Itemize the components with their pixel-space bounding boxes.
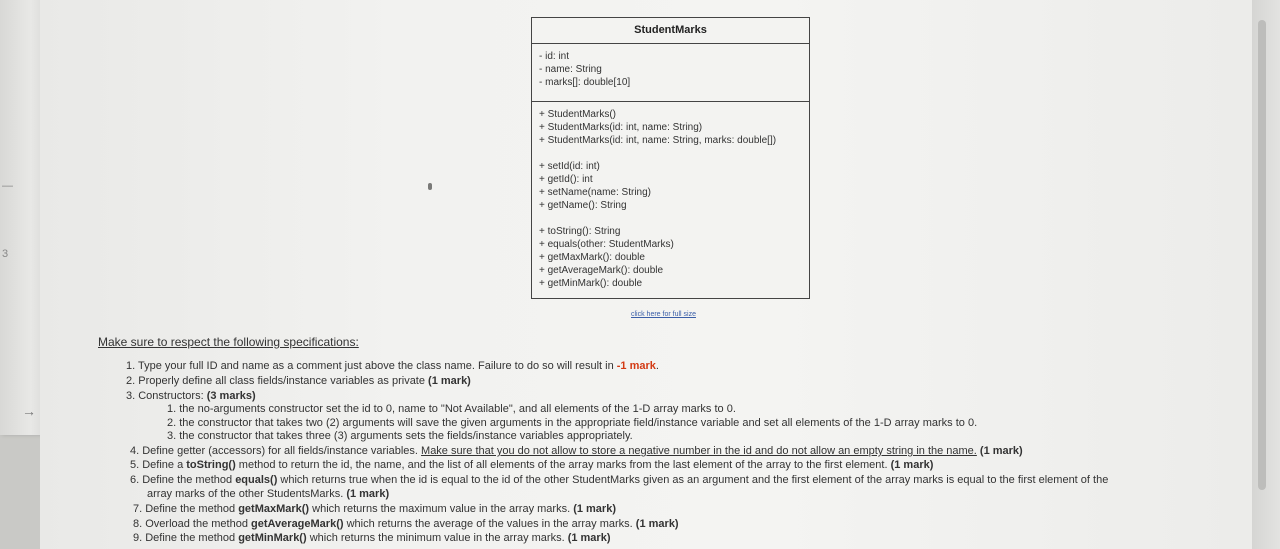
uml-methods [532, 102, 809, 290]
uml-field: - name: String [539, 64, 602, 75]
uml-constructor: + StudentMarks(id: int, name: String, marks: double[]) [539, 135, 777, 146]
specifications-heading: Make sure to respect the following specifications: [98, 335, 359, 349]
uml-fields [532, 44, 809, 102]
background-window-edge [0, 0, 45, 435]
scrollbar-thumb[interactable] [1258, 20, 1266, 490]
uml-accessor: + getName(): String [539, 200, 627, 211]
arrow-right-icon[interactable]: → [22, 403, 36, 419]
cursor-mark [428, 183, 432, 190]
spec-item-3-2: 2. the constructor that takes two (2) arguments will save the given arguments in the appropriate field/instance variable and set all elements of the 1-D array marks to 0. [167, 417, 978, 429]
spec-item-1: 1. Type your full ID and name as a comment just above the class name. Failure to do so will result in -1 mark. [126, 360, 659, 372]
spec-item-9: 9. Define the method getMinMark() which returns the minimum value in the array marks. (1 mark) [133, 532, 611, 544]
uml-accessor: + setName(name: String) [539, 187, 651, 198]
scrollbar-track[interactable] [1252, 0, 1280, 549]
window-edge-mark: — [2, 180, 13, 192]
spec-item-6-cont: array marks of the other StudentsMarks. (1 mark) [147, 488, 390, 500]
spec-item-2: 2. Properly define all class fields/instance variables as private (1 mark) [126, 375, 471, 387]
window-edge-number: 3 [2, 248, 9, 260]
uml-method: + getMaxMark(): double [539, 252, 645, 263]
spec-item-8: 8. Overload the method getAverageMark() which returns the average of the values in the array marks. (1 mark) [133, 518, 679, 530]
spec-item-3: 3. Constructors: (3 marks) [126, 390, 256, 402]
uml-constructor: + StudentMarks(id: int, name: String) [539, 122, 703, 133]
spec-item-4: 4. Define getter (accessors) for all fields/instance variables. Make sure that you do not allow to store a negative number in the id and do not allow an empty string in the name. (1 mark) [130, 445, 1023, 457]
spec-item-6: 6. Define the method equals() which returns true when the id is equal to the id of the other StudentMarks given as an argument and the first element of the array marks is equal to the first element of the [130, 474, 1109, 486]
uml-method: + getAverageMark(): double [539, 265, 664, 276]
uml-accessor: + getId(): int [539, 174, 593, 185]
uml-accessor: + setId(id: int) [539, 161, 600, 172]
spec-item-3-1: 1. the no-arguments constructor set the id to 0, name to "Not Available", and all elements of the 1-D array marks to 0. [167, 403, 736, 415]
uml-method: + getMinMark(): double [539, 278, 643, 289]
uml-method: + equals(other: StudentMarks) [539, 239, 674, 250]
spec-item-5: 5. Define a toString() method to return the id, the name, and the list of all elements of the array marks from the last element of the array to the first element. (1 mark) [130, 459, 934, 471]
uml-field: - marks[]: double[10] [539, 77, 631, 88]
spec-item-3-3: 3. the constructor that takes three (3) arguments sets the fields/instance variables appropriately. [167, 430, 633, 442]
spec-item-7: 7. Define the method getMaxMark() which returns the maximum value in the array marks. (1 mark) [133, 503, 616, 515]
uml-method: + toString(): String [539, 226, 621, 237]
full-size-link[interactable]: click here for full size [631, 311, 696, 318]
uml-constructor: + StudentMarks() [539, 109, 616, 120]
uml-field: - id: int [539, 51, 570, 62]
uml-class-name: StudentMarks [532, 18, 809, 44]
uml-class-diagram [531, 17, 810, 299]
